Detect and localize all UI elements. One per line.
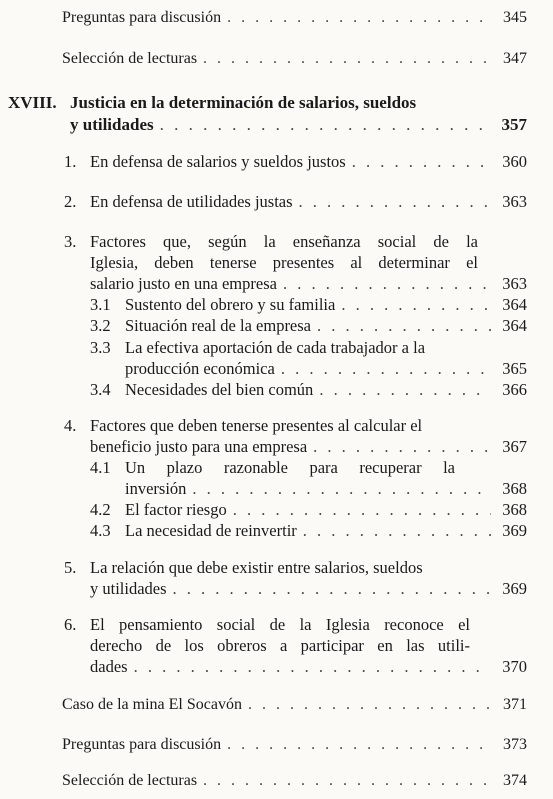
subsection-number: 3.4 [90,380,111,399]
subsection-number: 4.3 [90,521,111,540]
page-number: 360 [502,152,527,171]
dot-leader [173,579,491,599]
toc-section-1 [90,152,527,172]
dot-leader [233,500,491,520]
toc-section-4 [90,437,527,457]
dot-leader [303,521,491,541]
page-number: 364 [502,316,527,335]
dot-leader [281,359,491,379]
page-number: 369 [502,521,527,540]
subsection-number: 3.1 [90,295,111,314]
entry-title: producción económica [125,359,275,378]
toc-subsection-4-2 [125,500,527,520]
page-number: 367 [502,437,527,456]
page-number: 368 [502,479,527,498]
entry-title: Preguntas para discusión [62,9,222,26]
section-6-line-2: derecho de los obreros a participar en las utili- [90,636,470,655]
section-6-line-1: El pensamiento social de la Iglesia reconoce el [90,615,470,634]
dot-leader [203,772,491,790]
subsection-number: 4.1 [90,458,111,477]
entry-title: Preguntas para discusión [62,736,222,753]
page-number: 364 [502,295,527,314]
subsection-number: 3.2 [90,316,111,335]
entry-title: En defensa de salarios y sueldos justos [90,152,346,171]
toc-section-6 [90,657,527,677]
toc-subsection-3-3 [125,359,527,379]
dot-leader [283,274,491,294]
toc-entry-questions-1 [62,9,527,27]
entry-title: Selección de lecturas [62,50,198,67]
dot-leader [227,736,491,754]
dot-leader [192,479,491,499]
page-number: 347 [503,50,527,67]
section-number: 3. [64,232,77,251]
page-number: 363 [502,274,527,293]
dot-leader [227,9,491,27]
toc-subsection-3-4 [125,380,527,400]
section-number: 6. [64,615,77,634]
toc-entry-case [62,696,527,714]
toc-subsection-3-1 [125,295,527,315]
section-4-line-1: Factores que deben tenerse presentes al calcular el [90,416,423,435]
chapter-title-line-2 [70,115,527,135]
page-number: 370 [502,657,527,676]
page-number: 345 [503,9,527,26]
entry-title: Sustento del obrero y su familia [125,295,336,314]
toc-subsection-4-3 [125,521,527,541]
toc-section-3 [90,274,527,294]
subsection-number: 4.2 [90,500,111,519]
page-number: 368 [502,500,527,519]
toc-section-2 [90,192,527,212]
dot-leader [341,295,491,315]
entry-title: Selección de lecturas [62,772,198,789]
dot-leader [248,696,491,714]
toc-subsection-3-2 [125,316,527,336]
dot-leader [317,316,491,336]
toc-entry-questions-2 [62,736,527,754]
section-5-line-1: La relación que debe existir entre salarios, sueldos [90,558,423,577]
page-number: 357 [501,115,527,134]
page-number: 373 [503,736,527,753]
section-3-line-2: Iglesia, deben tenerse presentes al determinar el [90,253,478,272]
subsection-3-3-line-1: La efectiva aportación de cada trabajador a la [125,338,426,357]
entry-title: En defensa de utilidades justas [90,192,293,211]
dot-leader [299,192,491,212]
page-number: 374 [503,772,527,789]
chapter-title-line-1: Justicia en la determinación de salarios, sueldos [70,93,417,112]
toc-entry-readings-1 [62,50,527,68]
subsection-number: 3.3 [90,338,111,357]
dot-leader [160,115,491,135]
dot-leader [203,50,491,68]
entry-title: salario justo en una empresa [90,274,277,293]
toc-entry-readings-2 [62,772,527,790]
entry-title: El factor riesgo [125,500,227,519]
page-number: 365 [502,359,527,378]
subsection-4-1-line-1: Un plazo razonable para recuperar la [125,458,455,477]
entry-title: Caso de la mina El Socavón [62,696,242,713]
entry-title: beneficio justo para una empresa [90,437,308,456]
dot-leader [134,657,491,677]
toc-subsection-4-1 [125,479,527,499]
section-number: 2. [64,192,77,211]
page-number: 371 [503,696,527,713]
page-number: 363 [502,192,527,211]
dot-leader [319,380,491,400]
dot-leader [313,437,491,457]
entry-title: La necesidad de reinvertir [125,521,297,540]
dot-leader [352,152,491,172]
section-number: 1. [64,152,77,171]
section-number: 5. [64,558,77,577]
entry-title: y utilidades [70,115,154,134]
page-number: 369 [502,579,527,598]
entry-title: inversión [125,479,187,498]
chapter-number: XVIII. [8,93,57,112]
entry-title: y utilidades [90,579,167,598]
entry-title: dades [90,657,128,676]
entry-title: Situación real de la empresa [125,316,312,335]
section-number: 4. [64,416,77,435]
page-number: 366 [502,380,527,399]
entry-title: Necesidades del bien común [125,380,314,399]
toc-section-5 [90,579,527,599]
section-3-line-1: Factores que, según la enseñanza social de la [90,232,478,251]
